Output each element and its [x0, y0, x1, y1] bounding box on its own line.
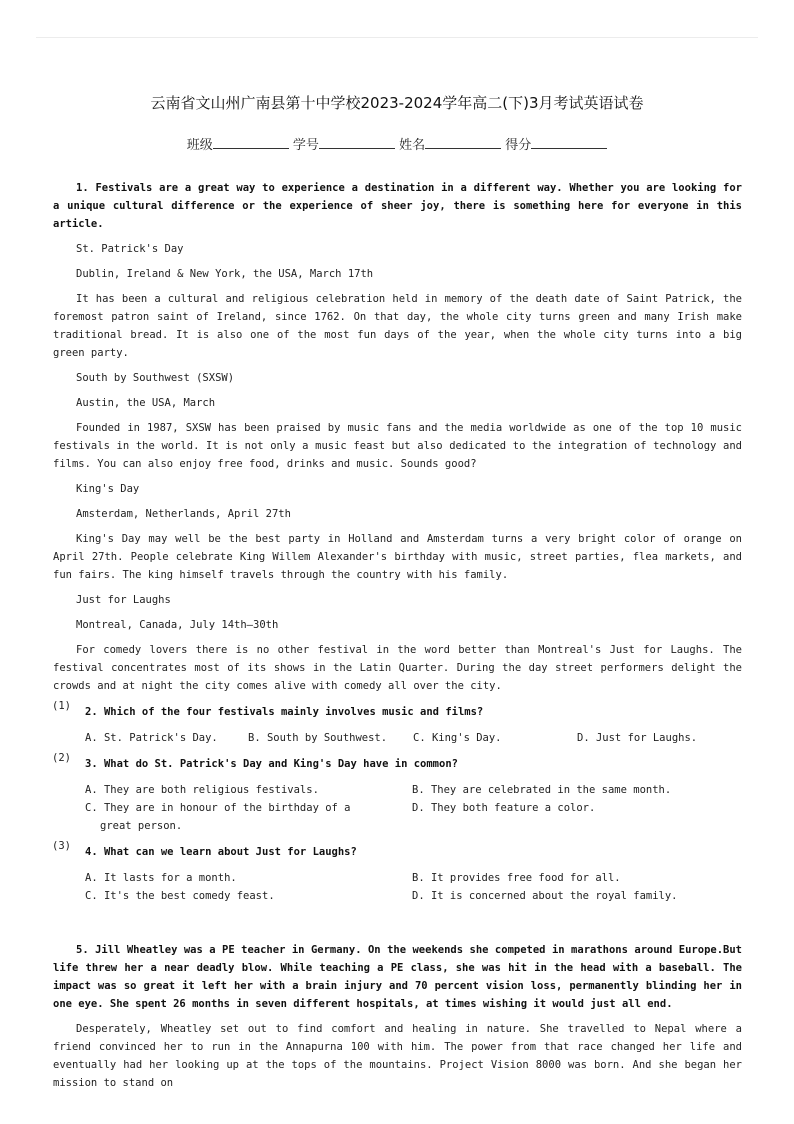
score-label: 得分 — [505, 138, 532, 153]
q5-intro: 5. Jill Wheatley was a PE teacher in Germany. On the weekends she competed in marathons around Europe.But life threw her a near deadly blow. While teaching a PE class, she was hit in the head with a baseball. The impact was so great it left her with a brain injury and 70 percent vision loss, permanently blinding her in one eye. She spent 26 months in seven different hospitals, at times wishing it would just all end. — [53, 944, 742, 1010]
section-text: It has been a cultural and religious celebration held in memory of the death date of Saint Patrick, the foremost patron saint of Ireland, since 1762. On that day, the whole city turns green and many Irish make traditional bread. It is also one of the most fun days of the year, when the whole city turns into a big green party. — [53, 293, 742, 359]
name-blank[interactable] — [425, 136, 501, 149]
section-place: Montreal, Canada, July 14th—30th — [76, 619, 279, 631]
subquestion-text: 3. What do St. Patrick's Day and King's Day have in common? — [85, 758, 458, 770]
header-divider — [36, 37, 758, 38]
option-d[interactable]: D. Just for Laughs. — [577, 732, 698, 744]
option-d[interactable]: D. It is concerned about the royal family. — [412, 890, 678, 902]
option-b[interactable]: B. They are celebrated in the same month. — [412, 784, 672, 796]
student-number-blank[interactable] — [319, 136, 395, 149]
subquestion-3 — [52, 840, 742, 861]
subquestion-1 — [52, 700, 742, 721]
student-number-label: 学号 — [292, 138, 319, 153]
option-b[interactable]: B. It provides free food for all. — [412, 872, 621, 884]
subquestion-text: 4. What can we learn about Just for Laughs? — [85, 846, 357, 858]
section-text: King's Day may well be the best party in Holland and Amsterdam turns a very bright color of orange on April 27th. People celebrate King Willem Alexander's birthday with music, street parties, flea markets, and fun fairs. The king himself travels through the country with his family. — [53, 533, 742, 581]
subquestion-number: (3) — [52, 840, 71, 852]
subquestion-2 — [52, 752, 742, 773]
option-a[interactable]: A. They are both religious festivals. — [85, 784, 319, 796]
option-c[interactable]: C. It's the best comedy feast. — [85, 890, 275, 902]
q5-text: Desperately, Wheatley set out to find comfort and healing in nature. She travelled to Nepal where a friend convinced her to run in the Annapurna 100 with him. The power from that race changed her life and eventually had her looking up at the tops of the mountains. Project Vision 8000 was born. And she began her mission to stand on — [53, 1023, 742, 1089]
subquestion-number: (1) — [52, 700, 71, 712]
option-c[interactable]: C. King's Day. — [413, 732, 502, 744]
section-text: Founded in 1987, SXSW has been praised by music fans and the media worldwide as one of the top 10 music festivals in the world. It is not only a music feast but also dedicated to the integration of technology and films. You can also enjoy free food, drinks and music. Sounds good? — [53, 422, 742, 470]
section-name: Just for Laughs — [76, 594, 171, 606]
exam-content — [53, 179, 742, 1092]
subquestion-text: 2. Which of the four festivals mainly involves music and films? — [85, 706, 484, 718]
section-text: For comedy lovers there is no other festival in the word better than Montreal's Just for Laughs. The festival concentrates most of its shows in the Latin Quarter. During the day street performers delight the crowds and at night the city comes alive with comedy all over the city. — [53, 644, 742, 692]
name-label: 姓名 — [399, 138, 426, 153]
class-label: 班级 — [186, 138, 213, 153]
options-grid — [85, 869, 742, 905]
option-a[interactable]: A. It lasts for a month. — [85, 872, 237, 884]
options-row — [53, 729, 742, 747]
section-name: King's Day — [76, 483, 140, 495]
option-b[interactable]: B. South by Southwest. — [248, 732, 388, 744]
section-place: Dublin, Ireland & New York, the USA, March 17th — [76, 268, 374, 280]
section-place: Austin, the USA, March — [76, 397, 216, 409]
option-c[interactable]: C. They are in honour of the birthday of a great person. — [85, 802, 351, 832]
class-blank[interactable] — [213, 136, 289, 149]
options-grid — [85, 781, 742, 835]
section-name: St. Patrick's Day — [76, 243, 184, 255]
subquestion-number: (2) — [52, 752, 71, 764]
section-place: Amsterdam, Netherlands, April 27th — [76, 508, 291, 520]
page-title: 云南省文山州广南县第十中学校2023-2024学年高二(下)3月考试英语试卷 — [150, 94, 644, 112]
q1-intro: 1. Festivals are a great way to experience a destination in a different way. Whether you are looking for a unique cultural difference or the experience of sheer joy, there is something here for everyone in this article. — [53, 182, 742, 230]
section-name: South by Southwest (SXSW) — [76, 372, 235, 384]
score-blank[interactable] — [531, 136, 607, 149]
option-a[interactable]: A. St. Patrick's Day. — [85, 732, 218, 744]
student-info-fields — [0, 134, 794, 153]
option-d[interactable]: D. They both feature a color. — [412, 802, 596, 814]
